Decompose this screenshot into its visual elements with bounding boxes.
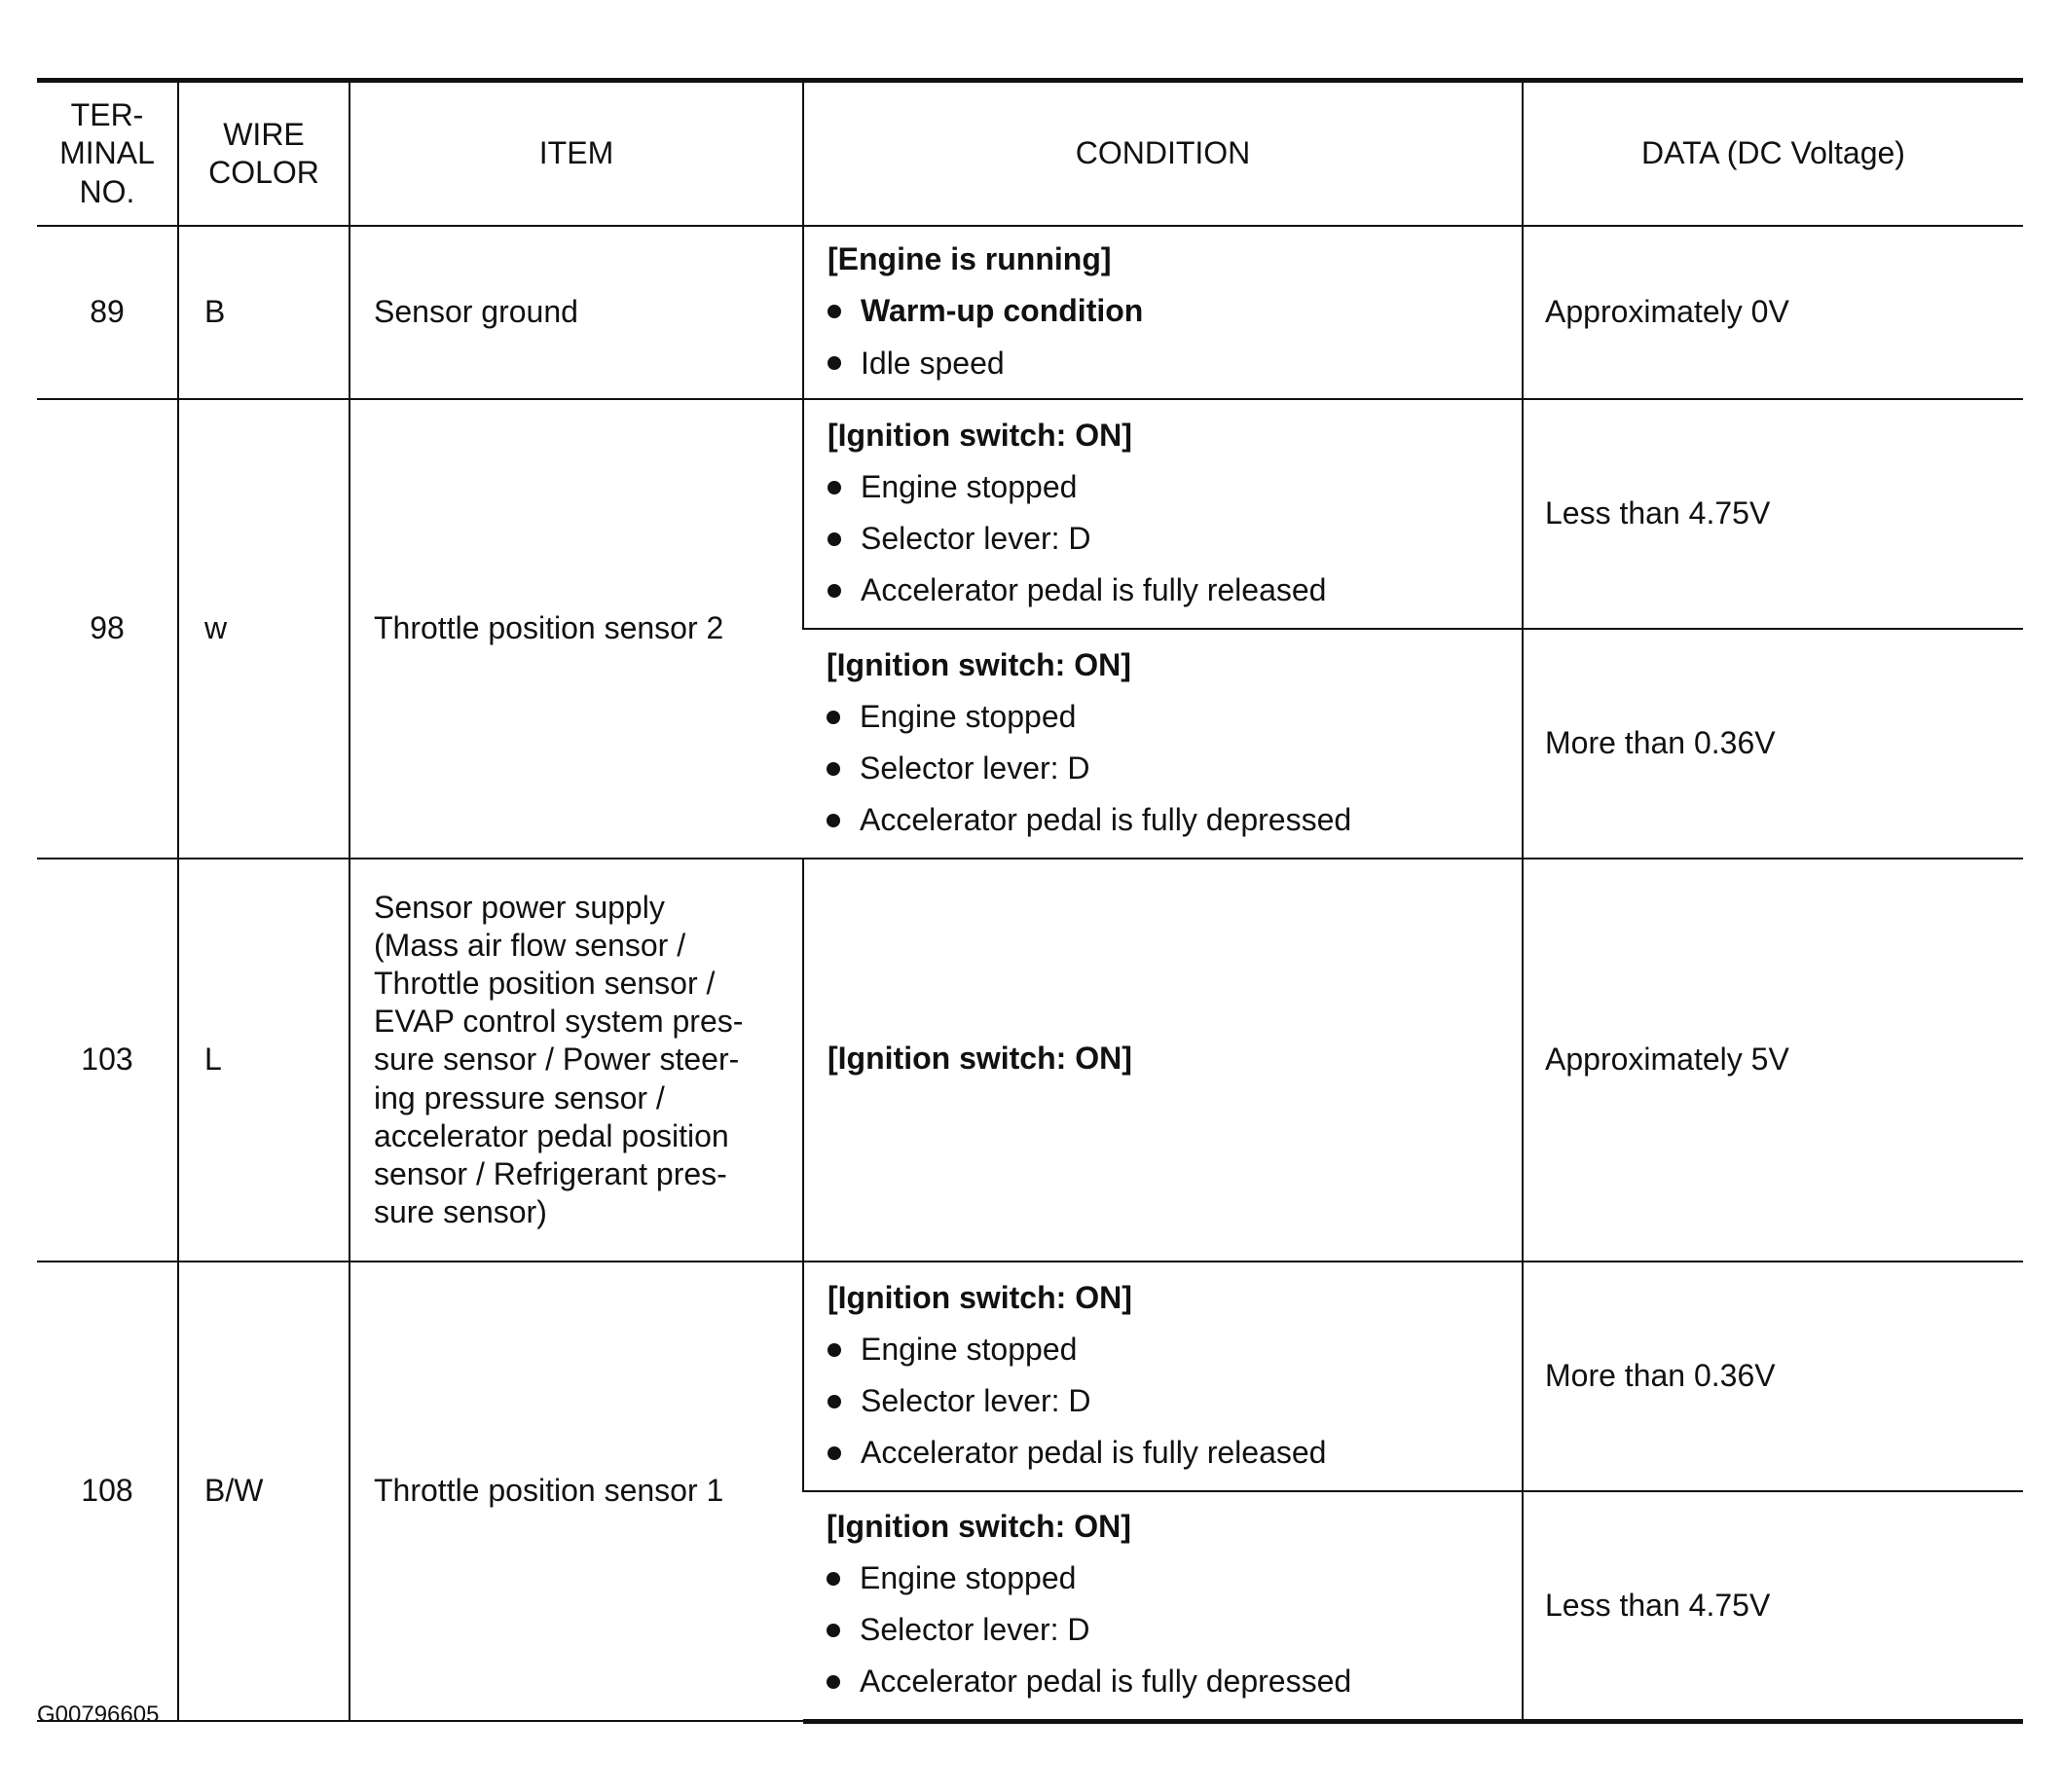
condition-bullet <box>828 1434 1512 1472</box>
condition-bullet-list <box>827 1559 1512 1701</box>
data-voltage-text: More than 0.36V <box>1545 1358 1776 1394</box>
terminal-no-cell-text: 108 <box>81 1473 133 1509</box>
header-terminal-no <box>37 81 178 227</box>
header-item-label: ITEM <box>538 135 614 171</box>
data-voltage-text: Approximately 5V <box>1545 1042 1789 1078</box>
condition-bullet-text: Selector lever: D <box>861 1383 1091 1418</box>
condition-bullet-text: Idle speed <box>861 345 1005 381</box>
condition-cell <box>803 399 1523 629</box>
bullet-dot-icon <box>827 711 840 724</box>
condition-cell <box>803 1262 1523 1491</box>
condition-bullet-text: Engine stopped <box>860 698 1077 734</box>
item-cell-text: Sensor ground <box>374 294 578 330</box>
condition-bullet-text: Accelerator pedal is fully depressed <box>860 1664 1352 1700</box>
item-cell-text: Throttle position sensor 1 <box>374 1473 724 1509</box>
bullet-dot-icon <box>827 762 840 776</box>
condition-bullet <box>827 750 1512 787</box>
header-wire-color-label: WIRE COLOR <box>208 116 319 190</box>
item-cell <box>349 1262 803 1721</box>
condition-bullet-text: Selector lever: D <box>860 750 1090 786</box>
terminal-no-cell <box>37 399 178 859</box>
bullet-dot-icon <box>828 1446 841 1460</box>
condition-bullet-text: Accelerator pedal is fully released <box>861 572 1327 608</box>
header-condition <box>803 81 1523 227</box>
terminal-no-cell <box>37 226 178 399</box>
wire-color-cell-text: B <box>204 294 226 330</box>
table-row <box>37 226 2023 399</box>
table-body <box>37 226 2023 1721</box>
header-row <box>37 81 2023 227</box>
condition-bullet-list <box>828 1331 1512 1472</box>
header-terminal-no-label: TER- MINAL NO. <box>59 97 155 209</box>
bullet-dot-icon <box>828 584 841 598</box>
terminal-no-cell-text: 89 <box>90 294 125 330</box>
data-voltage-text: Approximately 0V <box>1545 294 1789 330</box>
condition-cell <box>803 859 1523 1262</box>
item-cell-text: Sensor power supply (Mass air flow sensor / Throttle position sensor / EVAP control system pres- sure sensor / Power steer- ing pressure sensor / accelerator pedal position sensor / Refrigerant pres- sure sensor) <box>374 890 744 1229</box>
condition-bullet <box>828 571 1512 609</box>
condition-bullet-list <box>828 292 1512 382</box>
wire-color-cell <box>178 859 349 1262</box>
condition-bullet-text: Selector lever: D <box>861 521 1091 556</box>
bullet-dot-icon <box>828 305 841 318</box>
wire-color-cell <box>178 226 349 399</box>
table-row <box>37 859 2023 1262</box>
data-voltage-text: More than 0.36V <box>1545 725 1776 761</box>
condition-bullet <box>828 468 1512 506</box>
condition-bullet-text: Warm-up condition <box>861 293 1144 329</box>
condition-bullet <box>828 1331 1512 1369</box>
header-condition-label: CONDITION <box>1075 135 1251 171</box>
condition-bullet <box>827 801 1512 839</box>
terminal-data-table-container <box>37 78 2023 1724</box>
table-row <box>37 399 2023 629</box>
condition-bullet <box>828 292 1512 330</box>
bullet-dot-icon <box>828 532 841 546</box>
condition-bullet-text: Engine stopped <box>860 1560 1077 1596</box>
figure-id: G00796605 <box>37 1701 160 1728</box>
condition-bullet-list <box>828 468 1512 609</box>
bullet-dot-icon <box>828 356 841 370</box>
condition-bullet-text: Selector lever: D <box>860 1612 1090 1648</box>
condition-bullet-text: Accelerator pedal is fully depressed <box>860 802 1352 838</box>
header-wire-color <box>178 81 349 227</box>
header-item <box>349 81 803 227</box>
data-voltage-cell <box>1523 1262 2023 1491</box>
condition-bullet <box>827 1559 1512 1597</box>
condition-cell <box>803 629 1523 859</box>
condition-bullet-text: Engine stopped <box>861 468 1078 504</box>
terminal-no-cell <box>37 1262 178 1721</box>
condition-header: [Engine is running] <box>828 241 1112 277</box>
condition-bullet <box>827 1663 1512 1701</box>
data-voltage-cell <box>1523 399 2023 629</box>
condition-bullet-text: Engine stopped <box>861 1331 1078 1367</box>
wire-color-cell <box>178 399 349 859</box>
terminal-no-cell-text: 103 <box>81 1042 133 1078</box>
condition-bullet <box>827 1611 1512 1649</box>
data-voltage-cell <box>1523 226 2023 399</box>
data-voltage-text: Less than 4.75V <box>1545 495 1771 531</box>
wire-color-cell-text: B/W <box>204 1473 264 1509</box>
item-cell <box>349 859 803 1262</box>
header-data-label: DATA (DC Voltage) <box>1641 135 1905 171</box>
condition-bullet-text: Accelerator pedal is fully released <box>861 1435 1327 1471</box>
bullet-dot-icon <box>827 1675 840 1689</box>
condition-header: [Ignition switch: ON] <box>828 1279 1132 1315</box>
wire-color-cell-text: w <box>204 610 228 646</box>
terminal-no-cell <box>37 859 178 1262</box>
condition-bullet <box>827 698 1512 736</box>
data-voltage-text: Less than 4.75V <box>1545 1587 1771 1623</box>
wire-color-cell-text: L <box>204 1042 222 1078</box>
terminal-data-table <box>37 78 2023 1724</box>
condition-header: [Ignition switch: ON] <box>827 646 1131 682</box>
item-cell <box>349 226 803 399</box>
bullet-dot-icon <box>827 814 840 827</box>
condition-header: [Ignition switch: ON] <box>827 1509 1131 1545</box>
condition-cell <box>803 1491 1523 1721</box>
table-row <box>37 1262 2023 1491</box>
condition-cell <box>803 226 1523 399</box>
wire-color-cell <box>178 1262 349 1721</box>
data-voltage-cell <box>1523 859 2023 1262</box>
bullet-dot-icon <box>828 1343 841 1357</box>
bullet-dot-icon <box>827 1572 840 1586</box>
data-voltage-cell <box>1523 1491 2023 1721</box>
header-data <box>1523 81 2023 227</box>
condition-bullet-list <box>827 698 1512 839</box>
condition-header: [Ignition switch: ON] <box>828 417 1132 453</box>
bullet-dot-icon <box>828 481 841 494</box>
condition-bullet <box>828 520 1512 558</box>
data-voltage-cell <box>1523 629 2023 859</box>
terminal-no-cell-text: 98 <box>90 610 125 646</box>
bullet-dot-icon <box>827 1624 840 1637</box>
item-cell <box>349 399 803 859</box>
condition-bullet <box>828 345 1512 383</box>
condition-bullet <box>828 1382 1512 1420</box>
bullet-dot-icon <box>828 1395 841 1408</box>
item-cell-text: Throttle position sensor 2 <box>374 610 724 646</box>
condition-header: [Ignition switch: ON] <box>828 1041 1132 1077</box>
